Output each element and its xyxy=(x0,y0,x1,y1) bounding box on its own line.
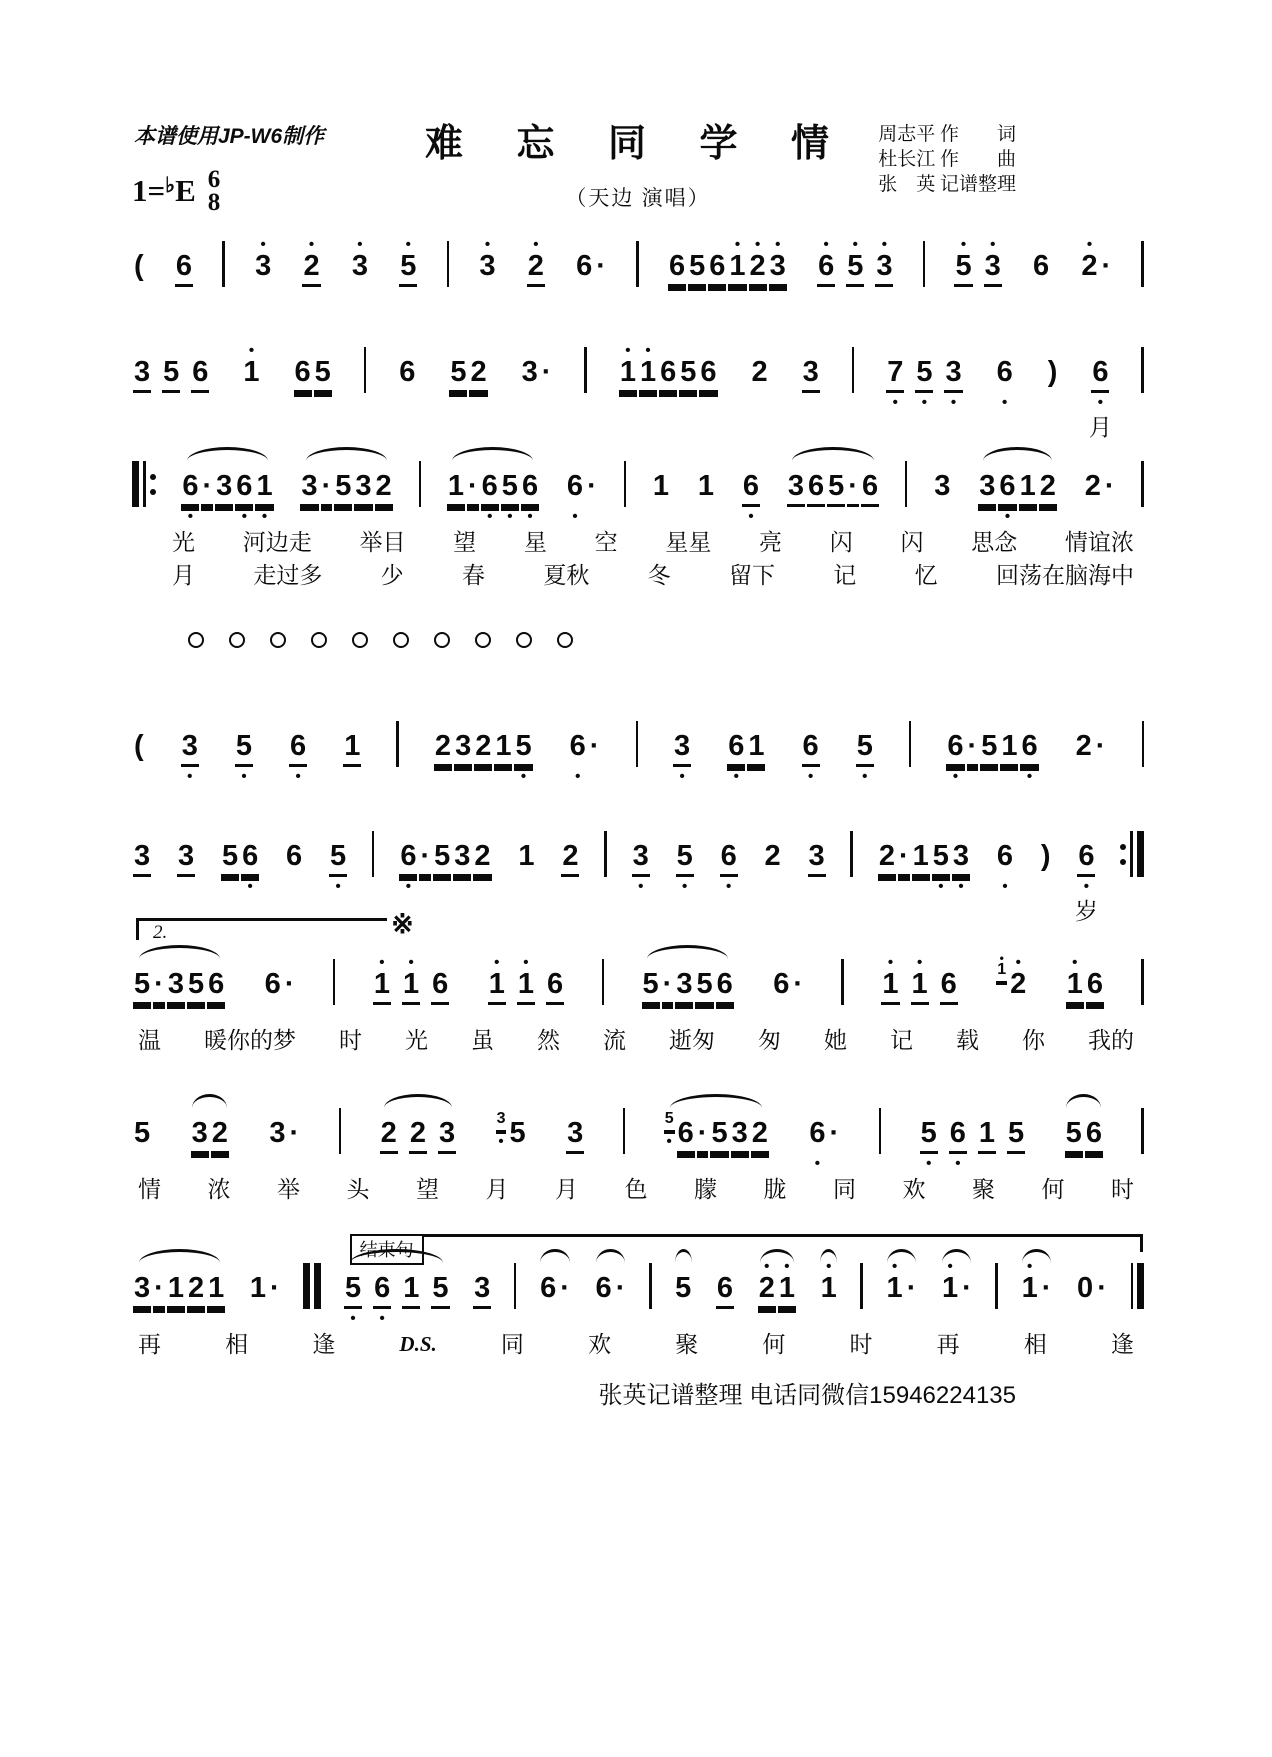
note-cell: • 1 • 1 6 xyxy=(487,942,565,1022)
slur-arc xyxy=(670,1094,762,1108)
barline xyxy=(447,224,450,304)
slur-arc xyxy=(596,1249,625,1263)
lyric-token: 空 xyxy=(594,530,618,555)
lyric-token: 虽 xyxy=(471,1028,494,1053)
barline xyxy=(923,224,926,304)
lyric-token: 逢 xyxy=(1110,1332,1134,1357)
lyric-token: 月 xyxy=(485,1177,509,1202)
barline xyxy=(396,704,399,784)
double-barline xyxy=(303,1246,321,1326)
lyric-token: 星星 xyxy=(665,530,712,555)
hum-circle xyxy=(270,632,286,648)
note-cell: • 3 xyxy=(351,236,368,282)
note-cell: 2 xyxy=(560,814,580,894)
note-cell: 6 · xyxy=(538,1246,572,1326)
notation-row xyxy=(132,704,1144,784)
slur-arc xyxy=(942,1249,971,1263)
lyric-token: 情 xyxy=(138,1177,161,1202)
lyric-token: 温 xyxy=(138,1028,161,1053)
lyric-token: 春 xyxy=(461,563,485,588)
note-cell: • 1 • 1 6 5 6 xyxy=(618,330,719,410)
note-cell: • 3 xyxy=(479,236,496,282)
lyric-token: 再 xyxy=(936,1332,960,1357)
note-cell: 5 • xyxy=(235,730,253,785)
lyric-token: 月 xyxy=(555,1177,578,1202)
note-cell: • 2 · xyxy=(1081,236,1112,282)
lyric-token: 星 xyxy=(523,530,547,555)
note-cell: 6 • · xyxy=(569,730,600,785)
note-cell: • 2 xyxy=(526,224,546,304)
lyric-token: 回荡在脑海中 xyxy=(995,563,1134,588)
note-cell: 5 • xyxy=(856,730,873,785)
system-line2 xyxy=(132,330,1144,441)
lyric-token: 时 xyxy=(1111,1177,1134,1202)
segno-sign: ※ xyxy=(391,909,414,939)
lyric-token: 逢 xyxy=(312,1332,336,1357)
lyric-token: 留下 xyxy=(728,563,775,588)
lyric-token: 时 xyxy=(849,1332,873,1357)
lyric-token: 亮 xyxy=(759,530,783,555)
slur-arc xyxy=(1066,1094,1101,1108)
note-cell: 5 6 xyxy=(1064,1091,1104,1171)
lyric-token: 闪 xyxy=(900,530,924,555)
note-cell: 2 xyxy=(764,840,781,872)
lyrics-row xyxy=(132,1026,1144,1055)
note-cell: 6 · xyxy=(264,968,295,1000)
barline xyxy=(636,224,639,304)
slur-arc xyxy=(139,945,220,959)
barline xyxy=(623,1091,626,1171)
note-cell: 6 5 xyxy=(293,330,333,410)
system-line8 xyxy=(132,1240,1144,1359)
system-line5 xyxy=(132,814,1144,925)
lyric-token: 冬 xyxy=(647,563,671,588)
lyric-token: 朦 xyxy=(694,1177,717,1202)
note-cell: 5 • 6 • 1 5 xyxy=(343,1246,451,1326)
slur-arc xyxy=(820,1249,837,1263)
note-cell: • 1 • 2 xyxy=(997,951,1027,1000)
lyric-token: 同 xyxy=(833,1177,856,1202)
lyric-token: 闪 xyxy=(829,530,853,555)
barline xyxy=(1142,704,1145,784)
notation-row xyxy=(132,330,1144,441)
lyrics-row xyxy=(132,1175,1144,1204)
lyric-token: 色 xyxy=(624,1177,648,1202)
slur-arc xyxy=(983,447,1052,461)
note-cell: • 1 · xyxy=(1020,1246,1054,1326)
lyric-under-note: 月 xyxy=(1088,415,1112,441)
lyric-token: D.S. xyxy=(399,1332,437,1356)
notation-row xyxy=(132,814,1144,925)
note-cell: 5 • xyxy=(676,840,693,895)
system-hum xyxy=(132,632,1144,648)
note-cell: 5 · 3 5 6 xyxy=(641,942,735,1022)
note-cell: 3 • xyxy=(632,840,649,895)
lyric-token: 记 xyxy=(833,563,857,588)
note-cell: 5 6 • xyxy=(221,840,259,895)
hum-circle xyxy=(557,632,573,648)
note-cell: 2 · 1 5 • 3 • xyxy=(878,840,970,895)
barline xyxy=(1141,942,1144,1022)
note-cell: 1 xyxy=(342,704,362,784)
meter-bottom: 8 xyxy=(207,189,221,216)
lyric-token: 光 xyxy=(405,1028,428,1053)
note-cell: ( xyxy=(134,730,144,762)
note-cell: 6 • xyxy=(996,840,1014,895)
lyric-token: 聚 xyxy=(675,1332,699,1357)
note-cell: 2 · xyxy=(1084,470,1115,502)
barline xyxy=(649,1246,652,1326)
slur-arc xyxy=(384,1094,451,1108)
note-cell: 3 · 5 3 2 xyxy=(299,444,393,524)
lyric-token: 欢 xyxy=(588,1332,612,1357)
system-line1 xyxy=(132,224,1144,304)
note-cell: • 5 • 3 xyxy=(953,224,1002,304)
lyric-token: 胧 xyxy=(763,1177,787,1202)
note-cell: 6 • xyxy=(742,470,760,525)
lyric-token: 望 xyxy=(453,530,477,555)
barline xyxy=(514,1246,517,1326)
note-cell: 6 · xyxy=(773,968,803,1000)
note-cell: 5 xyxy=(673,1246,693,1326)
system-line7 xyxy=(132,1091,1144,1204)
lyrics-row xyxy=(132,528,1144,557)
lyric-token: 我的 xyxy=(1088,1028,1134,1053)
hum-circle xyxy=(475,632,491,648)
note-cell: • 1 · xyxy=(940,1246,974,1326)
note-cell: 6 • xyxy=(996,356,1013,411)
note-cell: 2 2 3 xyxy=(379,1091,457,1171)
barline xyxy=(852,330,855,410)
notation-row xyxy=(132,942,1144,1022)
lyric-token: 暖你的梦 xyxy=(204,1028,296,1053)
note-cell: • 3 xyxy=(255,236,272,282)
lyric-under-note: 岁 xyxy=(1074,899,1098,925)
note-cell: • 5 xyxy=(398,224,418,304)
lyric-token: 相 xyxy=(225,1332,249,1357)
barline xyxy=(1141,444,1144,524)
key-prefix: 1=♭E xyxy=(132,173,196,208)
barline xyxy=(604,814,607,894)
note-cell: 3 • xyxy=(181,730,198,785)
note-cell: 5 • xyxy=(330,840,347,895)
note-cell: 5 • 6 · 5 3 2 xyxy=(663,1091,770,1171)
lyric-token: 记 xyxy=(890,1028,913,1053)
lyric-token: 逝匆 xyxy=(669,1028,715,1053)
system-line4 xyxy=(132,704,1144,784)
barline xyxy=(995,1246,998,1326)
note-cell: 2 · xyxy=(1075,730,1106,762)
note-cell: 3 xyxy=(132,814,152,894)
note-cell: 3 · 1 2 1 xyxy=(132,1246,226,1326)
note-cell: 5 xyxy=(134,1117,151,1149)
note-cell: 5 2 xyxy=(448,330,488,410)
lyric-token: 你 xyxy=(1022,1028,1045,1053)
barline xyxy=(850,814,853,894)
note-cell: 3 · xyxy=(521,356,552,388)
note-cell: 5 · 3 5 6 xyxy=(132,942,226,1022)
system-line3 xyxy=(132,444,1144,590)
lyric-token: 载 xyxy=(956,1028,979,1053)
credit-line: 杜长江 作 曲 xyxy=(878,149,1016,170)
lyrics-row xyxy=(132,1330,1144,1359)
note-cell: • 6 • 5 • 3 xyxy=(816,224,894,304)
barline xyxy=(860,1246,863,1326)
note-cell: 6 • · 5 3 2 xyxy=(400,840,491,895)
note-cell: 1 · 6 • 5 • 6 • xyxy=(446,444,540,524)
note-cell: • 2 • 1 xyxy=(757,1246,797,1326)
lyric-token: 同 xyxy=(500,1332,524,1357)
note-cell: 6 5 6 • 1 • 2 • 3 xyxy=(667,224,788,304)
lyric-token: 月 xyxy=(172,563,195,588)
note-cell: 6 · xyxy=(576,250,606,282)
lyric-token: 浓 xyxy=(207,1177,231,1202)
lyrics-row xyxy=(132,561,1144,590)
barline xyxy=(905,444,908,524)
slur-arc xyxy=(540,1249,569,1263)
hum-circle xyxy=(229,632,245,648)
note-cell: 6 • · 5 1 6 • xyxy=(947,730,1038,785)
note-cell: 6 • 岁 xyxy=(1074,840,1098,925)
note-cell: 3 xyxy=(807,814,827,894)
repeat-begin-barline xyxy=(132,444,156,524)
notation-row xyxy=(132,1246,1144,1326)
slur-arc xyxy=(647,945,728,959)
barline xyxy=(222,224,225,304)
note-cell: 6 xyxy=(174,224,194,304)
note-cell: 3 2 xyxy=(190,1091,230,1171)
barline xyxy=(1141,330,1144,410)
note-cell: 3 • xyxy=(674,730,691,785)
slur-arc xyxy=(887,1249,916,1263)
note-cell: 6 xyxy=(286,840,303,872)
lyric-token: 走过多 xyxy=(253,563,323,588)
slur-arc xyxy=(675,1249,692,1263)
barline xyxy=(372,814,375,894)
note-cell: 6 • xyxy=(290,730,307,785)
lyric-token: 匆 xyxy=(758,1028,781,1053)
note-cell: 6 xyxy=(399,356,416,388)
credit-line: 张 英 记谱整理 xyxy=(878,174,1016,195)
note-cell: 6 • xyxy=(802,730,819,785)
lyric-token: 流 xyxy=(603,1028,626,1053)
lyric-token: 欢 xyxy=(902,1177,926,1202)
barline xyxy=(1141,224,1144,304)
performer-subtitle: （天边 演唱） xyxy=(565,186,711,210)
hum-circle xyxy=(311,632,327,648)
barline xyxy=(602,942,605,1022)
lyric-token: 她 xyxy=(824,1028,847,1053)
note-cell: • 1 6 xyxy=(1065,942,1105,1022)
note-cell: 2 3 2 1 5 • xyxy=(434,730,532,785)
note-cell: • 1 xyxy=(819,1246,839,1326)
slur-arc xyxy=(452,447,533,461)
notation-row xyxy=(132,1091,1144,1171)
hum-circle xyxy=(434,632,450,648)
barline xyxy=(364,330,367,410)
slur-arc xyxy=(350,1249,443,1263)
note-cell: ( xyxy=(134,250,144,282)
note-cell: • 1 • 1 6 xyxy=(372,942,450,1022)
lyric-token: 光 xyxy=(172,530,195,555)
note-cell: 3 xyxy=(934,470,951,502)
note-cell: 2 xyxy=(751,356,768,388)
lyric-token: 头 xyxy=(346,1177,370,1202)
credit-line: 周志平 作 词 xyxy=(878,124,1016,145)
lyric-token: 然 xyxy=(537,1028,560,1053)
lyric-token: 举目 xyxy=(359,530,406,555)
maker-note: 本谱使用JP-W6制作 xyxy=(134,125,325,148)
note-cell: 6 • · xyxy=(566,470,597,525)
system-line6 xyxy=(132,909,1144,1055)
note-cell: 6 • xyxy=(720,840,737,895)
humming-circles-row xyxy=(132,632,1144,648)
hum-circle xyxy=(393,632,409,648)
slur-arc xyxy=(187,447,268,461)
note-cell: 6 xyxy=(715,1246,735,1326)
ending-label: 结束句 xyxy=(350,1236,424,1265)
note-cell: 6 • · xyxy=(809,1117,840,1172)
note-cell: 6 • 月 xyxy=(1088,356,1112,441)
notation-row xyxy=(132,224,1144,304)
barline xyxy=(636,704,639,784)
slur-arc xyxy=(306,447,387,461)
slur-arc xyxy=(192,1094,227,1108)
note-cell: 3 xyxy=(565,1091,585,1171)
slur-arc xyxy=(139,1249,220,1263)
lyric-token: 情谊浓 xyxy=(1064,530,1134,555)
song-title: 难 忘 同 学 情 xyxy=(424,123,851,165)
slur-arc xyxy=(1022,1249,1051,1263)
lyric-token: 何 xyxy=(1041,1177,1065,1202)
note-cell: 6 xyxy=(1033,250,1050,282)
score-sheet xyxy=(132,0,1144,1410)
final-barline xyxy=(1131,1246,1145,1326)
barline xyxy=(879,1091,882,1171)
barline xyxy=(841,942,844,1022)
barline xyxy=(909,704,912,784)
note-cell: • 1 xyxy=(243,342,260,388)
barline xyxy=(1141,1091,1144,1171)
barline xyxy=(339,1091,342,1171)
note-cell: 3 · xyxy=(269,1117,300,1149)
note-cell: 3 6 • 1 2 xyxy=(977,444,1058,524)
barline xyxy=(333,942,336,1022)
note-cell: 6 · xyxy=(594,1246,628,1326)
repeat-end-barline xyxy=(1120,814,1144,894)
notation-row xyxy=(132,444,1144,524)
volta-2-bracket xyxy=(136,918,387,943)
lyric-token: 河边走 xyxy=(242,530,312,555)
score-header xyxy=(132,112,1144,216)
barline xyxy=(624,444,627,524)
note-cell: • 2 xyxy=(301,224,321,304)
slur-arc xyxy=(792,447,873,461)
lyric-token: 相 xyxy=(1023,1332,1047,1357)
note-cell: • 1 • 1 6 xyxy=(880,942,958,1022)
flat-sign: ♭ xyxy=(165,173,176,197)
note-cell: 1 xyxy=(697,470,715,502)
lyric-token: 聚 xyxy=(972,1177,995,1202)
note-cell: ) xyxy=(1040,840,1051,872)
lyric-token: 再 xyxy=(138,1332,161,1357)
note-cell: 1 xyxy=(652,470,670,502)
note-cell: 3 6 5 · 6 xyxy=(786,444,880,524)
lyric-token: 夏秋 xyxy=(543,563,590,588)
note-cell: ) xyxy=(1047,356,1058,388)
slur-arc xyxy=(760,1249,795,1263)
note-cell: 3 xyxy=(472,1246,492,1326)
lyric-token: 少 xyxy=(380,563,404,588)
music-systems xyxy=(132,224,1144,1359)
barline xyxy=(419,444,422,524)
barline xyxy=(584,330,587,410)
lyric-token: 时 xyxy=(339,1028,362,1053)
note-cell: 3 • 5 xyxy=(496,1110,526,1150)
hum-circle xyxy=(352,632,368,648)
lyric-token: 望 xyxy=(416,1177,439,1202)
note-cell: 3 xyxy=(801,330,821,410)
note-cell: 5 • 6 • 1 5 xyxy=(920,1117,1025,1172)
note-cell: 3 5 6 xyxy=(132,330,210,410)
lyric-token: 思念 xyxy=(971,530,1018,555)
footer-contact: 张英记谱整理 电话同微信15946224135 xyxy=(598,1382,1016,1409)
hum-circle xyxy=(516,632,532,648)
volta-label: 2. xyxy=(153,922,168,943)
note-cell: • 1 · xyxy=(885,1246,919,1326)
note-cell: 6 • 1 xyxy=(728,730,765,785)
note-cell: 1 · xyxy=(249,1272,280,1304)
meter-top: 6 xyxy=(207,166,221,193)
note-cell: 1 xyxy=(518,840,535,872)
lyric-token: 举 xyxy=(277,1177,300,1202)
note-cell: 3 xyxy=(176,814,196,894)
lyric-token: 何 xyxy=(762,1332,786,1357)
hum-circle xyxy=(188,632,204,648)
note-cell: 6 • · 3 6 • 1 • xyxy=(180,444,274,524)
lyric-token: 忆 xyxy=(914,563,938,588)
note-cell: 0 · xyxy=(1077,1272,1107,1304)
note-cell: 7 • 5 • 3 • xyxy=(887,356,962,411)
